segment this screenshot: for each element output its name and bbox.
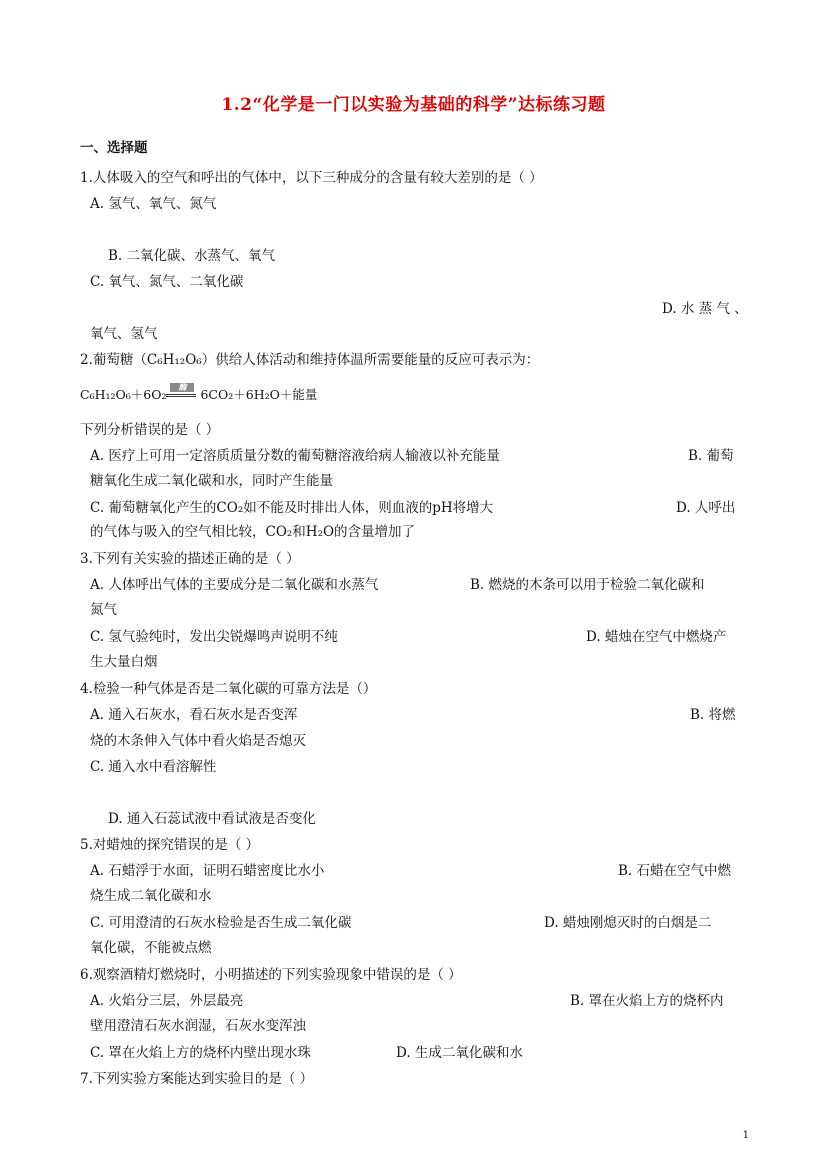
question-4-option-b-continued: 烧的木条伸入气体中看火焰是否熄灭 (90, 733, 306, 749)
question-1-option-d: D. 水 蒸 气 、 (662, 301, 748, 317)
question-1-stem: 1.人体吸入的空气和呼出的气体中，以下三种成分的含量有较大差别的是（ ） (80, 170, 543, 186)
question-2-option-a: A. 医疗上可用一定溶质质量分数的葡萄糖溶液给病人输液以补充能量 (90, 448, 500, 464)
question-5-option-d: D. 蜡烛刚熄灭时的白烟是二 (544, 915, 712, 931)
equation-reactants: C₆H₁₂O₆＋6O₂ (80, 387, 167, 402)
question-3-option-d: D. 蜡烛在空气中燃烧产 (586, 629, 727, 645)
question-6-option-c: C. 罩在火焰上方的烧杯内壁出现水珠 (90, 1045, 311, 1061)
question-4-option-a: A. 通入石灰水，看石灰水是否变浑 (90, 707, 298, 723)
question-6-option-d: D. 生成二氧化碳和水 (396, 1045, 523, 1061)
question-6-option-b-continued: 壁用澄清石灰水润湿，石灰水变浑浊 (90, 1018, 306, 1034)
reaction-equation (80, 382, 318, 405)
question-4-option-b: B. 将燃 (690, 707, 736, 723)
question-5-option-b: B. 石蜡在空气中燃 (618, 863, 732, 879)
question-4-option-d: D. 通入石蕊试液中看试液是否变化 (108, 811, 316, 827)
question-2-option-d-continued: 的气体与吸入的空气相比较，CO₂和H₂O的含量增加了 (90, 524, 416, 540)
question-2-prompt: 下列分析错误的是（ ） (80, 422, 220, 438)
question-3-option-a: A. 人体呼出气体的主要成分是二氧化碳和水蒸气 (90, 577, 379, 593)
question-3-option-b-continued: 氮气 (90, 602, 117, 618)
question-2-option-c: C. 葡萄糖氧化产生的CO₂如不能及时排出人体，则血液的pH将增大 (90, 500, 494, 516)
document-title: 1.2“化学是一门以实验为基础的科学”达标练习题 (221, 95, 606, 115)
question-6-option-b: B. 罩在火焰上方的烧杯内 (570, 993, 724, 1009)
question-7-stem: 7.下列实验方案能达到实验目的是（ ） (80, 1071, 314, 1087)
question-1-option-a: A. 氢气、氧气、氮气 (90, 196, 217, 212)
question-6-stem: 6.观察酒精灯燃烧时，小明描述的下列实验现象中错误的是（ ） (80, 967, 462, 983)
question-2-stem: 2.葡萄糖（C₆H₁₂O₆）供给人体活动和维持体温所需要能量的反应可表示为： (80, 352, 540, 368)
question-1-option-d-continued: 氧气、氢气 (90, 326, 158, 342)
section-heading: 一、选择题 (80, 140, 148, 156)
question-3-stem: 3.下列有关实验的描述正确的是（ ） (80, 551, 300, 567)
question-5-option-b-continued: 烧生成二氧化碳和水 (90, 888, 212, 904)
page-number: 1 (742, 1130, 749, 1141)
question-3-option-b: B. 燃烧的木条可以用于检验二氧化碳和 (470, 577, 705, 593)
question-5-option-c: C. 可用澄清的石灰水检验是否生成二氧化碳 (90, 915, 352, 931)
equation-products: 6CO₂＋6H₂O＋能量 (200, 387, 318, 402)
question-4-option-c: C. 通入水中看溶解性 (90, 759, 217, 775)
question-6-option-a: A. 火焰分三层，外层最亮 (90, 993, 244, 1009)
question-5-option-a: A. 石蜡浮于水面，证明石蜡密度比水小 (90, 863, 325, 879)
question-5-option-d-continued: 氧化碳，不能被点燃 (90, 940, 212, 956)
question-2-option-b: B. 葡萄 (688, 448, 734, 464)
question-5-stem: 5.对蜡烛的探究错误的是（ ） (80, 837, 260, 853)
question-2-option-b-continued: 糖氧化生成二氧化碳和水，同时产生能量 (90, 473, 333, 489)
question-1-option-b: B. 二氧化碳、水蒸气、氧气 (108, 248, 276, 264)
catalyst-label: 酶 (170, 383, 194, 392)
question-2-option-d: D. 人呼出 (676, 500, 736, 516)
question-1-option-c: C. 氧气、氮气、二氧化碳 (90, 274, 244, 290)
reaction-arrow-icon (166, 382, 200, 402)
question-3-option-d-continued: 生大量白烟 (90, 654, 158, 670)
question-3-option-c: C. 氢气验纯时，发出尖锐爆鸣声说明不纯 (90, 629, 338, 645)
question-4-stem: 4.检验一种气体是否是二氧化碳的可靠方法是（） (80, 681, 377, 697)
